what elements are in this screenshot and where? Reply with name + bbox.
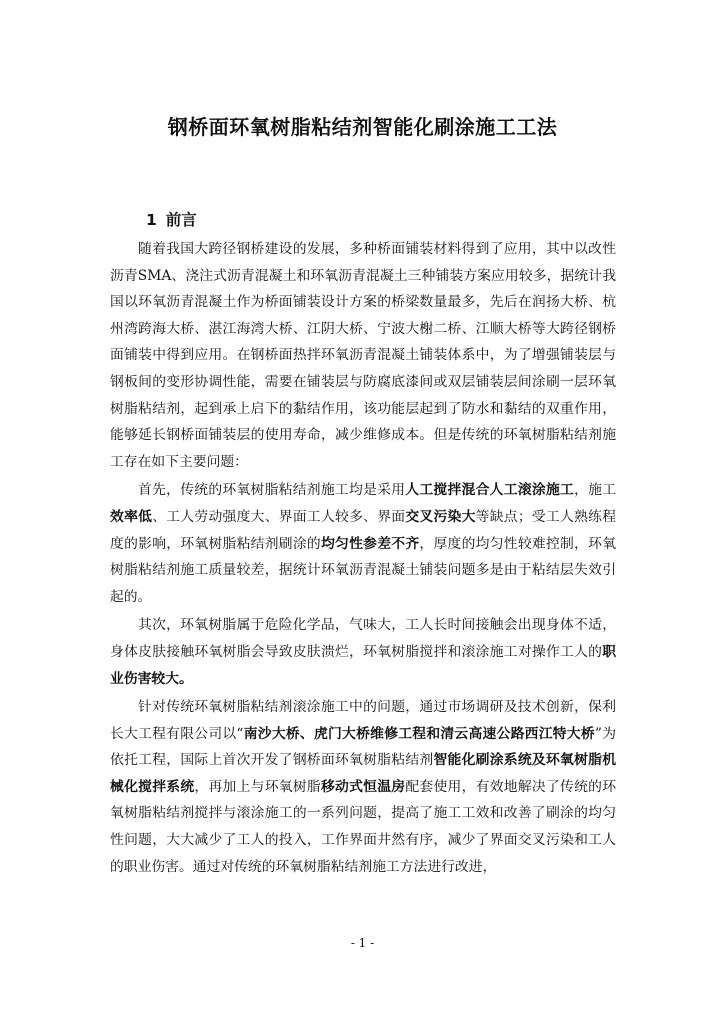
text-run: 配套使用，有效地解决了传统的环氧树脂粘结剂搅拌与滚涂施工的一系列问题，提高了施工工效和改善了刷涂的均匀性问题，大大减少了工人的投入，工作界面井然有序，减少了界面交叉污染和工人的职业伤害。通过对传统的环氧树脂粘结剂施工方法进行改进， (110, 778, 617, 875)
text-run: 针对传统环氧树脂粘结剂滚涂施工中的问题，通过市场调研及技术创新，保利长大工程有限公司以“ (110, 699, 616, 742)
body-text (110, 236, 616, 882)
paragraph (110, 694, 616, 880)
text-run: 随着我国大跨径钢桥建设的发展，多种桥面铺装材料得到了应用，其中以改性沥青SMA、浇注式沥青混凝土和环氧沥青混凝土三种铺装方案应用较多，据统计我国以环氧沥青混凝土作为桥面铺装设计方案的桥梁数量最多，先后在润扬大桥、杭州湾跨海大桥、湛江海湾大桥、江阴大桥、宁波大榭二桥、江顺大桥等大跨径钢桥面铺装中得到应用。在钢桥面热拌环氧沥青混凝土铺装体系中，为了增强铺装层与钢板间的变形协调性能，需要在铺装层与防腐底漆间或双层铺装层间涂刷一层环氧树脂粘结剂，起到承上启下的黏结作用，该功能层起到了防水和黏结的双重作用，能够延长钢桥面铺装层的使用寿命，减少维修成本。但是传统的环氧树脂粘结剂施工存在如下主要问题： (110, 241, 616, 470)
bold-text-run: 职业伤害较大。 (110, 643, 616, 687)
bold-text-run: 均匀性参差不齐 (320, 535, 420, 552)
bold-text-run: 人工搅拌混合人工滚涂施工 (405, 482, 575, 499)
paragraph (110, 612, 616, 692)
text-run: ”为依托工程，国际上首次开发了钢桥面环氧树脂粘结剂 (110, 725, 617, 769)
bold-text-run: 交叉污染大 (405, 508, 476, 525)
text-run: ，再加上与环氧树脂 (194, 778, 321, 795)
text-run: ，厚度的均匀性较难控制，环氧树脂粘结剂施工质量较差，据统计环氧沥青混凝土铺装问题多是由于粘结层失效引起的。 (110, 535, 617, 605)
text-run: 等缺点；受工人熟练程度的影响，环氧树脂粘结剂刷涂的 (110, 508, 617, 552)
section-title: 前言 (165, 211, 197, 229)
bold-text-run: 智能化刷涂系统及环氧树脂机械化搅拌系统 (110, 752, 617, 795)
paragraph (110, 477, 616, 610)
bold-text-run: 南沙大桥、虎门大桥维修工程和清云高速公路西江特大桥 (243, 725, 595, 742)
bold-text-run: 效率低 (110, 508, 153, 525)
paragraph (110, 236, 616, 475)
bold-text-run: 移动式恒温房 (320, 778, 406, 795)
text-run: 其次，环氧树脂属于危险化学品，气味大，工人长时间接触会出现身体不适，身体皮肤接触环氧树脂会导致皮肤溃烂，环氧树脂搅拌和滚涂施工对操作工人的 (110, 617, 616, 660)
page-number: - 1 - (350, 936, 375, 950)
document-title: 钢桥面环氧树脂粘结剂智能化刷涂施工工法 (167, 115, 558, 139)
text-run: 、工人劳动强度大、界面工人较多、界面 (152, 508, 406, 525)
text-run: 首先，传统的环氧树脂粘结剂施工均是采用 (138, 482, 406, 499)
section-number: 1 (146, 211, 157, 229)
section-heading (146, 208, 197, 232)
text-run: ，施工 (574, 482, 617, 499)
